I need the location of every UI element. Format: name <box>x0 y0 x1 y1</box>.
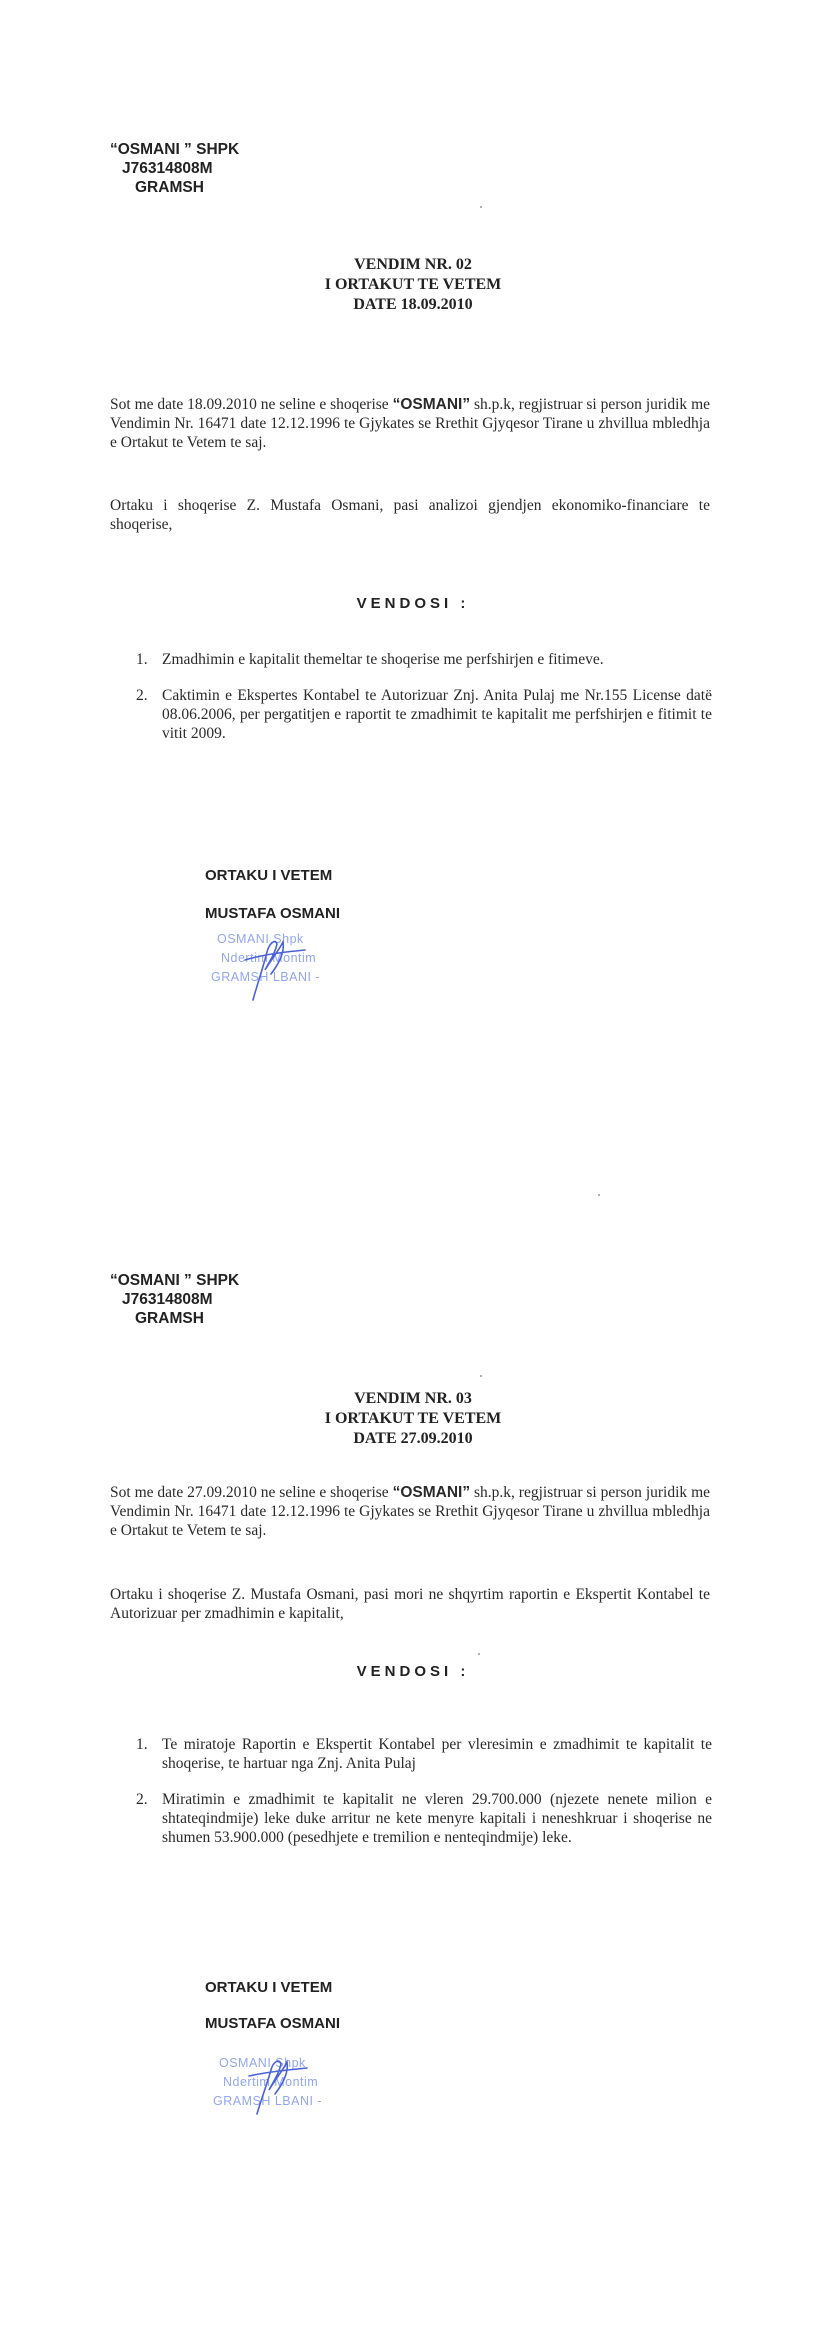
vendosi-heading: VENDOSI : <box>356 1663 470 1680</box>
decision-date: DATE 18.09.2010 <box>353 296 473 313</box>
scan-speck <box>598 1194 600 1196</box>
item-number: 1. <box>136 651 148 668</box>
decision-list <box>112 650 712 760</box>
decision-title <box>0 255 826 315</box>
stamp-line-2: Ndertim Montim <box>223 2075 319 2089</box>
company-header <box>110 140 239 197</box>
intro-text-start: Sot me date 18.09.2010 ne seline e shoqerise <box>110 396 393 413</box>
company-nipt: J76314808M <box>122 1291 213 1308</box>
vendosi-heading: VENDOSI : <box>356 595 470 612</box>
item-text: Te miratoje Raportin e Ekspertit Kontabel per vleresimin e zmadhimit te kapitalit te shoqerise, te hartuar nga Znj. Anita Pulaj <box>162 1736 712 1772</box>
analysis-paragraph: Ortaku i shoqerise Z. Mustafa Osmani, pasi analizoi gjendjen ekonomiko-financiare te shoqerise, <box>110 497 710 533</box>
item-text: Miratimin e zmadhimit te kapitalit ne vleren 29.700.000 (njezete nenete milion e shtateqindmije) leke duke arritur ne kete menyre kapitali i neneshkruar i shoqerise ne shumen 53.900.000 (pesedhjete e tremilion e nenteqindmije) leke. <box>162 1791 712 1846</box>
company-header <box>110 1271 239 1328</box>
stamp-line-3: GRAMSH LBANI - <box>213 2094 323 2108</box>
decision-number: VENDIM NR. 03 <box>354 1390 472 1407</box>
item-number: 2. <box>136 1791 148 1808</box>
scan-speck <box>480 1375 482 1377</box>
decision-subtitle: I ORTAKUT TE VETEM <box>324 276 502 293</box>
decision-list <box>112 1735 712 1864</box>
item-text: Caktimin e Ekspertes Kontabel te Autorizuar Znj. Anita Pulaj me Nr.155 License datë 08.06.2006, per pergatitjen e raportit te zmadhimit te kapitalit me perfshirjen e fitimit te vitit 2009. <box>162 687 712 742</box>
company-stamp <box>205 930 375 1010</box>
document-page-2 <box>0 1169 826 2338</box>
intro-paragraph <box>110 1483 710 1540</box>
decision-item <box>112 686 712 743</box>
decision-date: DATE 27.09.2010 <box>353 1430 473 1447</box>
item-number: 2. <box>136 687 148 704</box>
company-city: GRAMSH <box>135 1310 204 1327</box>
decision-number: VENDIM NR. 02 <box>354 256 472 273</box>
signature-name: MUSTAFA OSMANI <box>205 905 340 922</box>
signature-scribble-icon <box>205 930 375 1010</box>
stamp-line-2: Ndertim Montim <box>221 951 317 965</box>
intro-text-end: sh.p.k, regjistruar si person juridik me Vendimin Nr. 16471 date 12.12.1996 te Gjykates se Rrethit Gjyqesor Tirane u zhvillua mbledhja e Ortakut te Vetem te saj. <box>110 396 710 451</box>
scan-speck <box>480 206 482 208</box>
signature-scribble-icon <box>205 2054 375 2134</box>
decision-item <box>112 1735 712 1773</box>
signature-title: ORTAKU I VETEM <box>205 1979 333 1996</box>
decision-item <box>112 650 712 669</box>
intro-text-start: Sot me date 27.09.2010 ne seline e shoqerise <box>110 1484 393 1501</box>
intro-paragraph <box>110 395 710 452</box>
company-nipt: J76314808M <box>122 160 213 177</box>
company-name: “OSMANI ” SHPK <box>110 141 240 158</box>
company-bold-name: “OSMANI” <box>392 396 471 413</box>
stamp-line-1: OSMANI Shpk <box>217 932 304 946</box>
company-name: “OSMANI ” SHPK <box>110 1272 240 1289</box>
company-city: GRAMSH <box>135 179 204 196</box>
item-number: 1. <box>136 1736 148 1753</box>
analysis-paragraph: Ortaku i shoqerise Z. Mustafa Osmani, pasi mori ne shqyrtim raportin e Ekspertit Kontabel te Autorizuar per zmadhimin e kapitalit, <box>110 1586 710 1622</box>
decision-title <box>0 1389 826 1449</box>
signature-name: MUSTAFA OSMANI <box>205 2015 340 2032</box>
stamp-line-1: OSMANI Shpk <box>219 2056 306 2070</box>
item-text: Zmadhimin e kapitalit themeltar te shoqerise me perfshirjen e fitimeve. <box>162 651 604 668</box>
company-stamp <box>205 2054 375 2134</box>
decision-item <box>112 1790 712 1847</box>
company-bold-name: “OSMANI” <box>392 1484 471 1501</box>
intro-text-end: sh.p.k, regjistruar si person juridik me Vendimin Nr. 16471 date 12.12.1996 te Gjykates se Rrethit Gjyqesor Tirane u zhvillua mbledhja e Ortakut te Vetem te saj. <box>110 1484 710 1539</box>
decision-subtitle: I ORTAKUT TE VETEM <box>324 1410 502 1427</box>
signature-title: ORTAKU I VETEM <box>205 867 333 884</box>
scan-speck <box>478 1653 480 1655</box>
stamp-line-3: GRAMSH LBANI - <box>211 970 321 984</box>
